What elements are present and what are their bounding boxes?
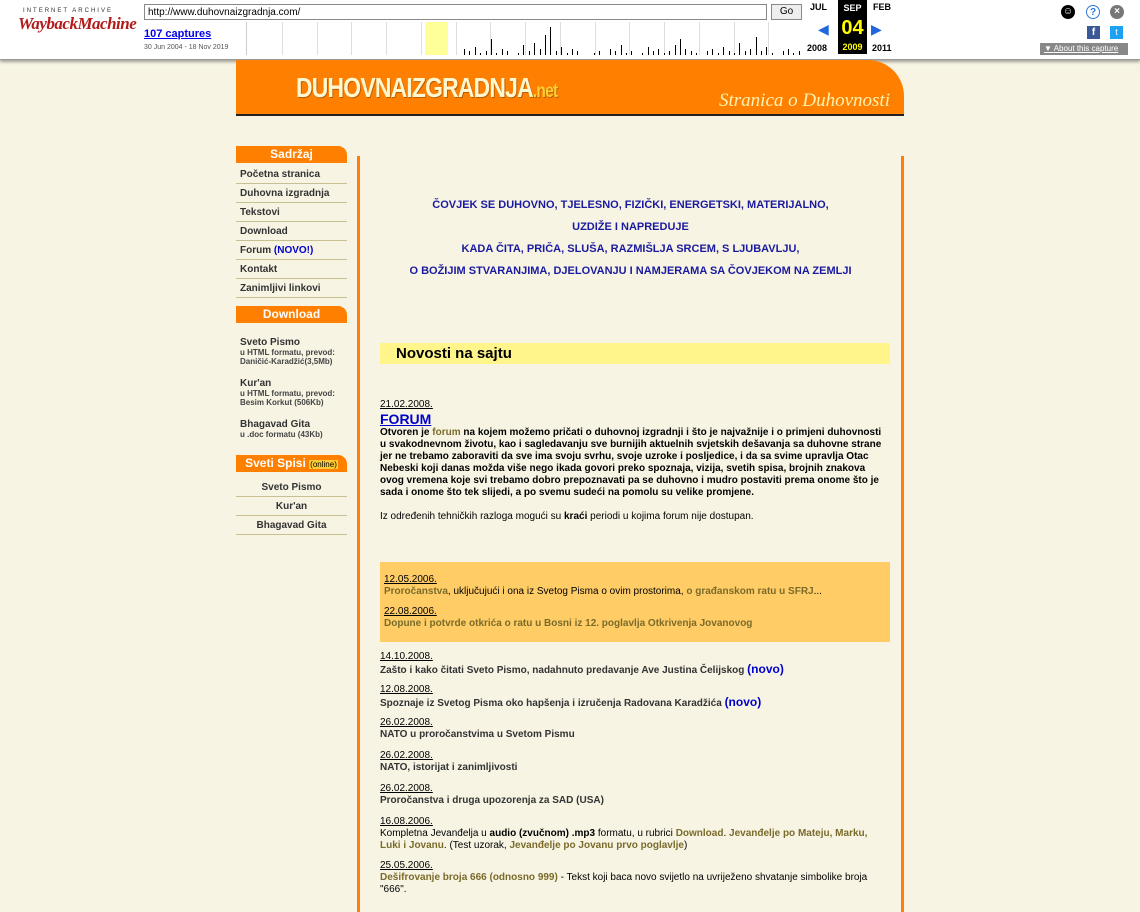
capture-bar [464,49,465,55]
capture-bar [502,49,503,55]
sidebar-heading-sveti-spisi [236,455,347,472]
capture-bar [723,47,724,55]
year-divider [734,22,735,55]
capture-bar [486,51,487,55]
news-item [380,783,885,807]
news-date: 22.08.2006. [384,606,437,617]
forum-note-a: Iz određenih tehničkih razloga mogući su [380,511,564,522]
year-divider [386,22,387,55]
audio-e: . (Test uzorak, [443,840,510,851]
about-capture-button[interactable]: ▼ About this capture [1040,43,1128,55]
audio-d: . [723,828,730,839]
capture-bar [734,53,735,55]
motto-line: ČOVJEK SE DUHOVNO, TJELESNO, FIZIČKI, ENERGETSKI, MATERIJALNO, [432,199,829,211]
capture-bar [756,37,757,55]
sidebar-item-duhovna-izgradnja[interactable]: Duhovna izgradnja [236,184,347,203]
gospels-link[interactable]: Jevanđelje po Mateju, Marku, Luki i Jovanu [380,828,868,851]
news-title-link[interactable]: Spoznaje iz Svetog Pisma oko hapšenja i izručenja Radovana Karadžića [380,698,722,709]
audio-b: audio (zvučnom) .mp3 [489,828,596,839]
box-link[interactable]: o građanskom ratu u SFRJ [686,586,814,597]
download-title: Bhagavad Gita [240,419,311,430]
news-title-link[interactable]: NATO, istorijat i zanimljivosti [380,762,518,773]
download-title: Kur'an [240,378,272,389]
download-title: Sveto Pismo [240,337,301,348]
forum-news-item [380,399,885,523]
forum-body-b: na kojem možemo pričati o duhovnoj izgradnji i što je najvažnije i o primjeni duhovnosti u svakodnevnom životu, kao i sagledavanju sve burnijih aktuelnih svjetskih dešavanja sa duhovne strane jer ne trebamo zaboraviti da sve ima svoju svrhu, svoje uzroke i posljedice, i da sa svime upravlja Otac Nebeski koji danas možda više nego ikada govori preko spoznaja, vizija, svetih spisa, brojnih znakova ovog vremena koje svi trebamo dobro prepoznavati pa se duhovno i mudro postaviti prema onome što je sada i onome što tek slijedi, a po svemu sudeći na pomolu su velike promjene. [380,427,882,498]
news-date: 12.08.2008. [380,684,433,695]
year-divider [525,22,526,55]
close-icon[interactable]: × [1110,5,1124,19]
ia-label: INTERNET ARCHIVE [23,8,113,14]
next-year[interactable]: 2011 [872,43,892,53]
sidebar-item-forum[interactable] [236,241,347,260]
capture-bar [626,53,627,55]
news-title-row [380,696,885,710]
sifra-link[interactable]: Dešifrovanje broja 666 (odnosno 999) [380,872,558,883]
spisi-item-bhagavad-gita[interactable]: Bhagavad Gita [236,516,347,535]
capture-bar [766,47,767,55]
capture-range: 30 Jun 2004 - 18 Nov 2019 [144,44,229,51]
sidebar [236,146,347,535]
capture-bar [712,49,713,55]
box-item [384,586,886,598]
news-title-link[interactable]: Proročanstva i druga upozorenja za SAD (USA) [380,795,604,806]
news-date: 26.02.2008. [380,717,433,728]
news-date: 25.05.2006. [380,860,433,871]
year-divider [664,22,665,55]
capture-bar [669,51,670,55]
main-content [357,156,904,912]
current-day: 04 [838,16,867,40]
spisi-item-kuran[interactable]: Kur'an [236,497,347,516]
capture-bar [491,39,492,55]
forum-link[interactable]: forum [432,427,461,438]
download-item[interactable] [236,333,347,370]
capture-bar [621,45,622,55]
prev-month[interactable]: JUL [810,2,828,12]
capture-bar [729,51,730,55]
sidebar-item-forum-label: Forum [240,245,274,256]
capture-bar [475,47,476,55]
capture-bar [545,35,546,55]
capture-bar [750,49,751,55]
wayback-logo[interactable] [18,8,137,34]
year-divider [282,22,283,55]
capture-bar [691,51,692,55]
sidebar-item-linkovi[interactable]: Zanimljivi linkovi [236,279,347,298]
motto-line: O BOŽIJIM STVARANJIMA, DJELOVANJU I NAMJERAMA SA ČOVJEKOM NA ZEMLJI [409,265,852,277]
site-title-main: DUHOVNAIZGRADNJA [296,72,533,103]
news-heading: Novosti na sajtu [380,343,890,364]
capture-bar [783,51,784,55]
capture-bar [496,53,497,55]
capture-bar [480,53,481,55]
download-link[interactable]: Download [675,828,724,839]
user-icon[interactable]: ☺ [1062,6,1074,17]
capture-bar [518,53,519,55]
news-date: 21.02.2008. [380,399,433,410]
forum-note [380,511,885,523]
capture-bar [718,53,719,55]
sifra-desc: - Tekst koji baca novo svijetlo na uvriježeno shvatanje simbolike broja "666". [380,872,868,895]
box-link[interactable]: Dopune i potvrde otkrića o ratu u Bosni iz 12. poglavlja Otkrivenja Jovanovog [384,618,753,629]
year-divider [629,22,630,55]
forum-note-b: kraći [564,511,588,522]
audio-a: Kompletna Jevanđelja u [380,828,490,839]
news-title-link[interactable]: Zašto i kako čitati Sveto Pismo, nadahnuto predavanje Ave Justina Čelijskog [380,665,745,676]
sidebar-item-tekstovi[interactable]: Tekstovi [236,203,347,222]
highlight-box [380,562,890,642]
capture-bar [507,51,508,55]
wayback-toolbar [0,0,1140,60]
capture-bar [567,53,568,55]
capture-bar [599,51,600,55]
motto-line: UZDIŽE I NAPREDUJE [572,221,689,233]
audio-text [380,828,885,852]
capture-bar [642,53,643,55]
year-divider [317,22,318,55]
help-icon[interactable]: ? [1086,5,1100,19]
year-divider [456,22,457,55]
news-item [380,651,885,677]
capture-bar [615,51,616,55]
capture-bar [523,45,524,55]
audio-news-item [380,816,885,852]
year-divider [351,22,352,55]
sidebar-item-kontakt[interactable]: Kontakt [236,260,347,279]
sidebar-heading-sadrzaj: Sadržaj [236,146,347,163]
capture-bar [793,53,794,55]
audio-c: formatu, u rubrici [595,828,676,839]
forum-title-link[interactable]: FORUM [380,411,432,427]
capture-bar [550,27,551,55]
capture-bar [685,49,686,55]
forum-note-c: periodi u kojima forum nije dostupan. [587,511,754,522]
prev-capture-arrow-icon[interactable]: ◀ [818,21,829,37]
capture-bar [577,51,578,55]
capture-bar [648,47,649,55]
online-badge: (online) [310,460,337,469]
capture-bar [572,49,573,55]
audio-f: ) [683,840,688,851]
capture-bar [529,51,530,55]
capture-bar [556,51,557,55]
capture-bar [707,51,708,55]
capture-bar [675,45,676,55]
year-divider [421,22,422,55]
site-title[interactable] [296,72,557,104]
download-desc: u .doc formatu (43Kb) [240,430,323,439]
news-item [380,750,885,774]
spisi-item-sveto-pismo[interactable]: Sveto Pismo [236,478,347,497]
capture-bar [739,43,740,55]
year-divider [768,22,769,55]
news-date: 14.10.2008. [380,651,433,662]
news-date: 26.02.2008. [380,750,433,761]
forum-body [380,427,885,499]
capture-bar [745,51,746,55]
sidebar-item-download[interactable]: Download [236,222,347,241]
wayback-logo-text: WaybackMachine [18,14,137,33]
capture-bar [653,51,654,55]
current-month: SEP [838,0,867,16]
sample-link[interactable]: Jevanđelje po Jovanu prvo poglavlje [509,840,684,851]
news-title-row [380,663,885,677]
go-button[interactable]: Go [771,4,802,20]
news-item [380,717,885,741]
captures-link[interactable]: 107 captures [144,28,212,40]
news-date: 12.05.2006. [384,574,437,585]
capture-bar [799,51,800,55]
year-divider [699,22,700,55]
download-item[interactable] [236,374,347,411]
news-title-link[interactable]: NATO u proročanstvima u Svetom Pismu [380,729,575,740]
motto [360,194,901,282]
download-desc: u HTML formatu, prevod: Besim Korkut (506Kb) [240,389,335,407]
box-link[interactable]: Proročanstva [384,586,448,597]
capture-bar [561,47,562,55]
sidebar-heading-download: Download [236,306,347,323]
capture-sparkline[interactable] [246,22,802,55]
sifra-text [380,872,885,896]
current-year-highlight [425,22,448,55]
about-capture-label: About this capture [1053,44,1119,53]
year-divider [595,22,596,55]
novo-badge: (novo) [724,695,762,709]
prev-year[interactable]: 2008 [807,43,828,53]
capture-bar [540,49,541,55]
download-desc: u HTML formatu, prevod: Daničić-Karadžić(3,5Mb) [240,348,335,366]
capture-bar [594,53,595,55]
site-banner [236,60,904,116]
forum-body-a: Otvoren je [380,427,433,438]
capture-bar [631,51,632,55]
news-item [380,684,885,710]
novo-badge: (NOVO!) [273,245,314,256]
news-item [380,860,885,896]
download-item[interactable] [236,415,347,443]
box-text: , uključujući i ona iz Svetog Pisma o ovim prostorima, [447,586,687,597]
capture-bar [696,53,697,55]
sveti-spisi-label: Sveti Spisi [245,456,306,470]
current-year: 2009 [838,40,867,54]
next-month[interactable]: FEB [873,2,891,12]
novo-badge: (novo) [747,662,784,676]
twitter-icon[interactable]: t [1110,26,1123,39]
capture-bar [534,43,535,55]
capture-bar [469,51,470,55]
facebook-icon[interactable]: f [1087,26,1100,39]
motto-line: KADA ČITA, PRIČA, SLUŠA, RAZMIŠLJA SRCEM, S LJUBAVLJU, [461,243,800,255]
url-input[interactable] [144,4,767,20]
box-text: ... [813,586,822,597]
news-date: 26.02.2008. [380,783,433,794]
capture-bar [772,53,773,55]
capture-bar [788,49,789,55]
next-capture-arrow-icon[interactable]: ▶ [871,21,882,37]
news-date: 16.08.2006. [380,816,433,827]
capture-bar [680,39,681,55]
site-subtitle: Stranica o Duhovnosti [719,90,890,111]
sidebar-item-pocetna[interactable]: Početna stranica [236,165,347,184]
site-title-tld: .net [532,81,558,102]
capture-bar [610,49,611,55]
capture-bar [664,53,665,55]
capture-bar [658,49,659,55]
capture-bar [761,51,762,55]
